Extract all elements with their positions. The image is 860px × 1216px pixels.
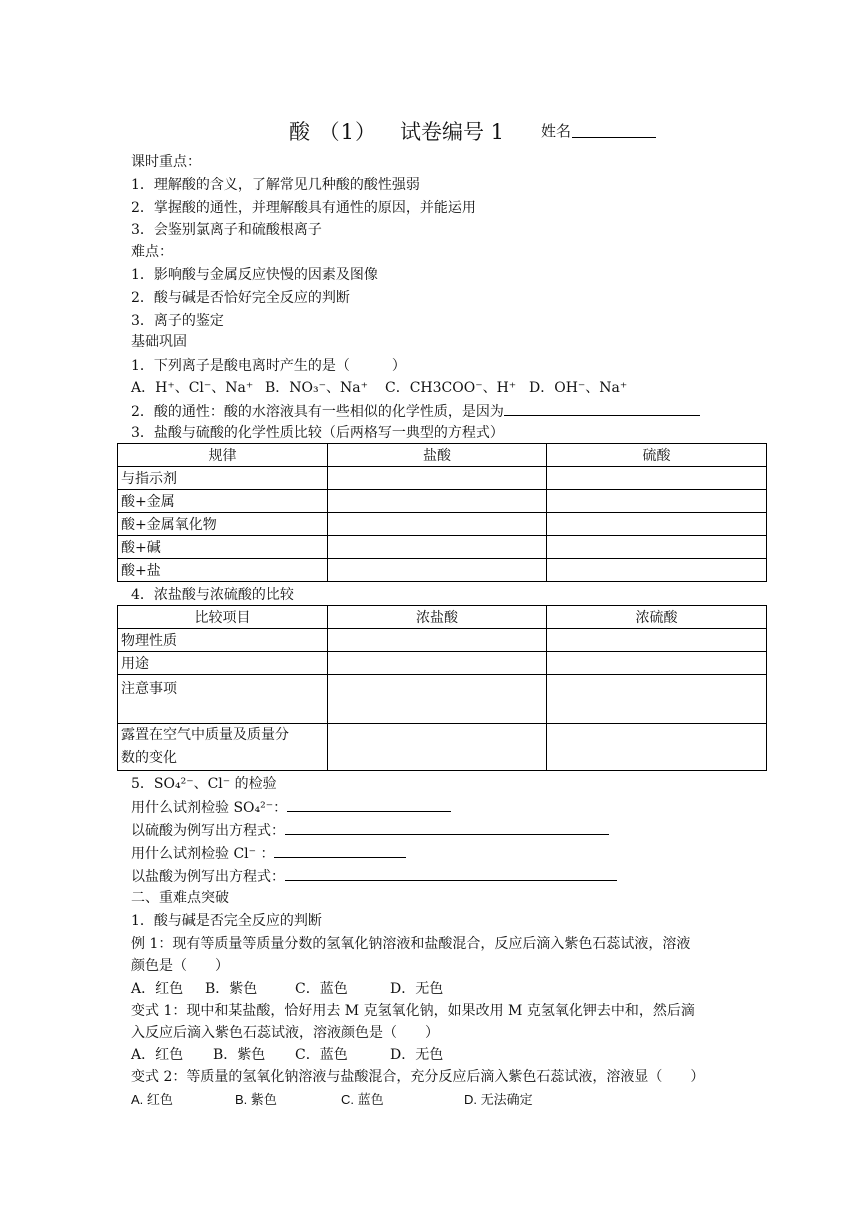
question-4: 4．浓盐酸与浓硫酸的比较	[131, 587, 294, 603]
table-header: 比较项目	[118, 606, 328, 629]
answer-cell[interactable]	[328, 652, 547, 675]
prompt-text: 以盐酸为例写出方程式：	[131, 869, 285, 885]
table-header: 规律	[118, 444, 328, 467]
difficult-heading: 难点：	[131, 244, 173, 260]
answer-cell[interactable]	[547, 467, 767, 490]
table-row	[118, 629, 767, 652]
option-a[interactable]: A. 红色	[131, 1092, 173, 1107]
answer-blank[interactable]	[285, 820, 609, 835]
table-row	[118, 724, 767, 771]
option-c[interactable]: C．蓝色	[295, 981, 348, 997]
acid-comparison-table	[117, 443, 767, 582]
prompt-text: 用什么试剂检验 Cl⁻ ：	[131, 846, 275, 862]
option-b[interactable]: B．紫色	[213, 1047, 266, 1063]
answer-cell[interactable]	[328, 629, 547, 652]
option-c[interactable]: C. 蓝色	[341, 1092, 384, 1107]
row-label	[118, 724, 328, 771]
table-header: 硫酸	[547, 444, 767, 467]
example-1-text: 颜色是（ ）	[131, 958, 229, 974]
row-label: 酸+碱	[118, 536, 328, 559]
part-2-subheading: 1．酸与碱是否完全反应的判断	[131, 913, 322, 929]
table-row	[118, 536, 767, 559]
answer-cell[interactable]	[547, 675, 767, 724]
row-label: 注意事项	[118, 675, 328, 724]
table-header: 浓硫酸	[547, 606, 767, 629]
option-c[interactable]: C．蓝色	[295, 1047, 348, 1063]
option-a[interactable]: A．红色	[131, 981, 184, 997]
prompt-text: 以硫酸为例写出方程式：	[131, 823, 285, 839]
name-blank[interactable]	[572, 137, 656, 138]
answer-blank[interactable]	[287, 797, 451, 812]
prompt-text: 用什么试剂检验 SO₄²⁻：	[131, 800, 288, 816]
table-row	[118, 675, 767, 724]
option-a[interactable]: A．红色	[131, 1047, 184, 1063]
answer-cell[interactable]	[547, 536, 767, 559]
example-1-text: 例 1：现有等质量等质量分数的氢氧化钠溶液和盐酸混合，反应后滴入紫色石蕊试液，溶液	[131, 936, 691, 952]
answer-cell[interactable]	[547, 513, 767, 536]
question-2-text: 2．酸的通性：酸的水溶液具有一些相似的化学性质，是因为	[131, 404, 504, 420]
difficult-item: 2．酸与碱是否恰好完全反应的判断	[131, 290, 350, 306]
answer-cell[interactable]	[547, 652, 767, 675]
option-c[interactable]: C．CH3COO⁻、H⁺	[385, 380, 517, 396]
focus-item: 2．掌握酸的通性，并理解酸具有通性的原因，并能运用	[131, 200, 476, 216]
answer-cell[interactable]	[328, 490, 547, 513]
table-row	[118, 513, 767, 536]
answer-cell[interactable]	[547, 559, 767, 582]
answer-cell[interactable]	[547, 724, 767, 771]
answer-blank[interactable]	[285, 866, 617, 881]
row-label: 物理性质	[118, 629, 328, 652]
difficult-item: 1．影响酸与金属反应快慢的因素及图像	[131, 267, 378, 283]
table-header: 浓盐酸	[328, 606, 547, 629]
row-label-line: 露置在空气中质量及质量分	[121, 727, 289, 743]
difficult-item: 3．离子的鉴定	[131, 313, 224, 329]
option-b[interactable]: B．NO₃⁻、Na⁺	[265, 380, 369, 396]
concentrated-acid-table	[117, 605, 767, 771]
option-d[interactable]: D. 无法确定	[464, 1092, 533, 1107]
answer-cell[interactable]	[547, 490, 767, 513]
variant-1-text: 入反应后滴入紫色石蕊试液，溶液颜色是（ ）	[131, 1025, 439, 1041]
title-subject: 酸 （1）	[289, 120, 378, 144]
question-2	[131, 401, 700, 422]
table-row	[118, 467, 767, 490]
option-d[interactable]: D．无色	[390, 1047, 444, 1063]
option-a[interactable]: A．H⁺、Cl⁻、Na⁺	[131, 380, 254, 396]
question-5-line	[131, 843, 406, 864]
title-paper-number: 试卷编号 1	[400, 120, 505, 144]
table-row	[118, 490, 767, 513]
option-d[interactable]: D．无色	[390, 981, 444, 997]
answer-cell[interactable]	[328, 513, 547, 536]
row-label: 用途	[118, 652, 328, 675]
name-label: 姓名	[541, 122, 572, 140]
row-label: 与指示剂	[118, 467, 328, 490]
variant-2-text: 变式 2：等质量的氢氧化钠溶液与盐酸混合，充分反应后滴入紫色石蕊试液，溶液显（ ）	[131, 1069, 705, 1085]
question-1: 1．下列离子是酸电离时产生的是（ ）	[131, 358, 406, 374]
question-5-line	[131, 866, 617, 887]
focus-item: 3．会鉴别氯离子和硫酸根离子	[131, 222, 322, 238]
row-label-line: 数的变化	[121, 750, 177, 766]
table-row	[118, 559, 767, 582]
row-label: 酸+金属	[118, 490, 328, 513]
option-b[interactable]: B. 紫色	[235, 1092, 277, 1107]
option-d[interactable]: D．OH⁻、Na⁺	[529, 380, 628, 396]
answer-cell[interactable]	[328, 675, 547, 724]
page-title	[0, 116, 860, 146]
row-label: 酸+金属氧化物	[118, 513, 328, 536]
part-2-heading: 二、重难点突破	[131, 890, 229, 906]
table-row	[118, 652, 767, 675]
option-b[interactable]: B．紫色	[205, 981, 258, 997]
focus-item: 1．理解酸的含义，了解常见几种酸的酸性强弱	[131, 177, 420, 193]
answer-blank[interactable]	[274, 843, 406, 858]
answer-cell[interactable]	[328, 467, 547, 490]
row-label: 酸+盐	[118, 559, 328, 582]
table-header: 盐酸	[328, 444, 547, 467]
question-5-line	[131, 797, 451, 818]
question-3: 3．盐酸与硫酸的化学性质比较（后两格写一典型的方程式）	[131, 425, 504, 441]
answer-blank[interactable]	[504, 401, 700, 416]
variant-1-text: 变式 1：现中和某盐酸，恰好用去 M 克氢氧化钠，如果改用 M 克氢氧化钾去中和，然后滴	[131, 1003, 695, 1019]
answer-cell[interactable]	[547, 629, 767, 652]
basics-heading: 基础巩固	[131, 334, 187, 350]
question-5-heading: 5．SO₄²⁻、Cl⁻ 的检验	[131, 776, 277, 792]
answer-cell[interactable]	[328, 724, 547, 771]
focus-heading: 课时重点：	[131, 154, 201, 170]
answer-cell[interactable]	[328, 559, 547, 582]
question-5-line	[131, 820, 609, 841]
answer-cell[interactable]	[328, 536, 547, 559]
